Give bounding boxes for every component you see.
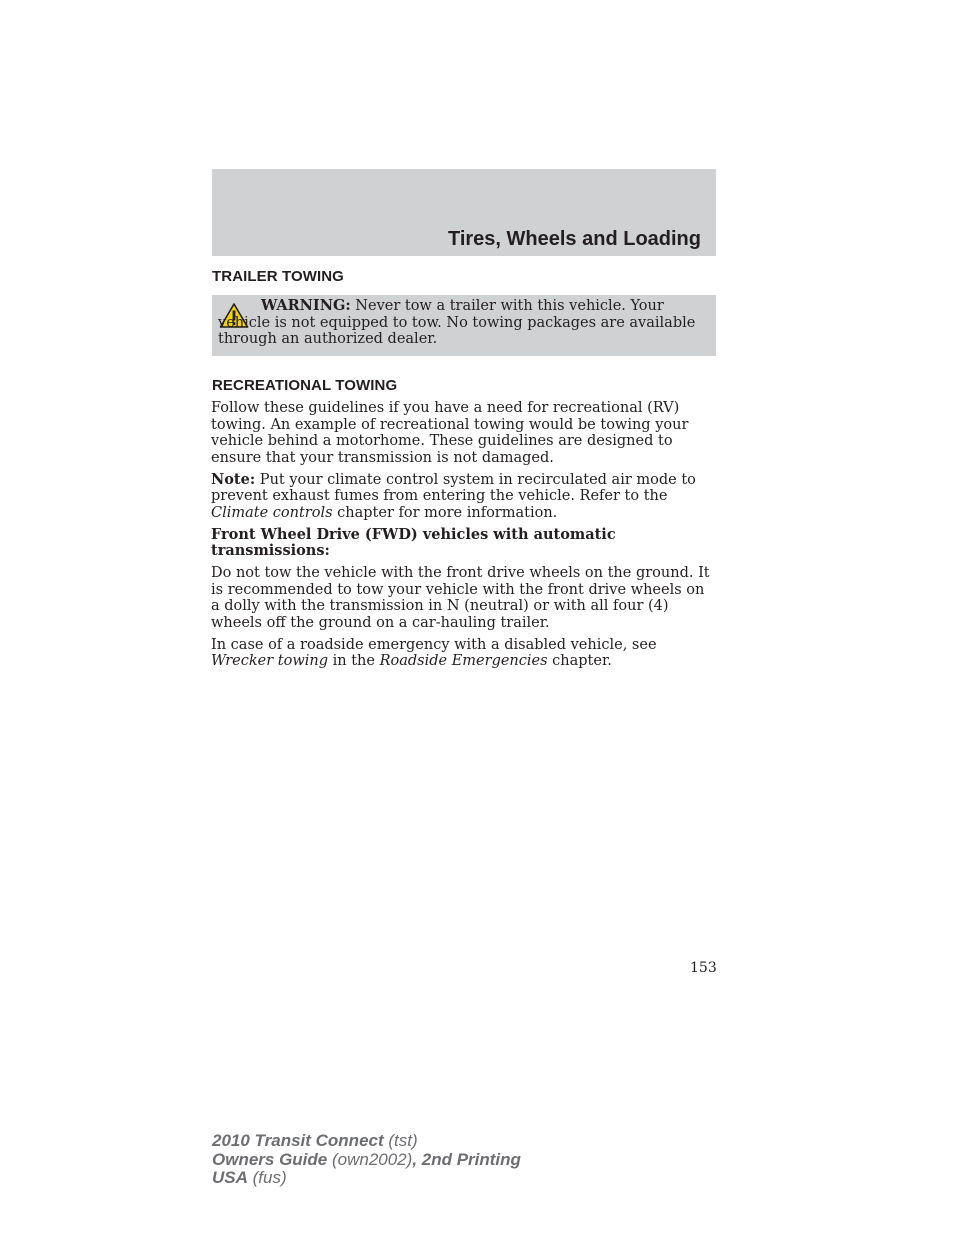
footer-market: USA [212, 1168, 248, 1187]
footer-line-2 [212, 1151, 521, 1170]
document-footer [212, 1132, 521, 1188]
roadside-text-end: chapter. [547, 653, 612, 669]
warning-box [212, 295, 716, 356]
roadside-paragraph [211, 637, 716, 670]
roadside-text-mid: in the [328, 653, 380, 669]
footer-market-code: (fus) [247, 1168, 287, 1187]
footer-model: 2010 Transit Connect [212, 1131, 384, 1150]
climate-controls-reference: Climate controls [211, 504, 333, 521]
footer-line-3 [212, 1169, 521, 1188]
roadside-emergencies-reference: Roadside Emergencies [379, 653, 548, 669]
footer-model-code: (tst) [383, 1131, 418, 1150]
wrecker-towing-reference: Wrecker towing [211, 653, 329, 669]
footer-guide: Owners Guide [212, 1149, 328, 1169]
note-text: Put your climate control system in recirculated air mode to prevent exhaust fumes from entering the vehicle. Refer to the [211, 471, 696, 504]
rv-intro-paragraph: Follow these guidelines if you have a need for recreational (RV) towing. An example of recreational towing would be towing your vehicle behind a motorhome. These guidelines are designed to ensure that your transmission is not damaged. [211, 400, 689, 466]
warning-body: Never tow a trailer with this vehicle. Your vehicle is not equipped to tow. No towing packages are available through an authorized dealer. [218, 298, 696, 347]
fwd-paragraph: Do not tow the vehicle with the front drive wheels on the ground. It is recommended to tow your vehicle with the front drive wheels on a dolly with the transmission in N (neutral) or with all four (4) wheels off the ground on a car-hauling trailer. [211, 565, 710, 631]
trailer-towing-heading: TRAILER TOWING [212, 268, 344, 285]
note-text-end: chapter for more information. [332, 504, 558, 521]
recreational-towing-body [211, 400, 716, 675]
note-label: Note: [211, 470, 256, 488]
fwd-subheading-text: Front Wheel Drive (FWD) vehicles with automatic transmissions: [211, 525, 616, 559]
recreational-towing-heading: RECREATIONAL TOWING [212, 377, 398, 394]
roadside-text: In case of a roadside emergency with a disabled vehicle, see [211, 636, 657, 653]
fwd-subheading [211, 527, 716, 560]
warning-text [218, 298, 706, 348]
chapter-title: Tires, Wheels and Loading [447, 228, 701, 250]
footer-guide-code: (own2002) [327, 1149, 413, 1169]
note-paragraph [211, 472, 716, 522]
page-number: 153 [690, 960, 717, 976]
footer-line-1 [212, 1132, 521, 1151]
footer-printing: , 2nd Printing [412, 1149, 521, 1169]
warning-label: WARNING: [261, 297, 351, 314]
chapter-header-band [212, 169, 716, 256]
